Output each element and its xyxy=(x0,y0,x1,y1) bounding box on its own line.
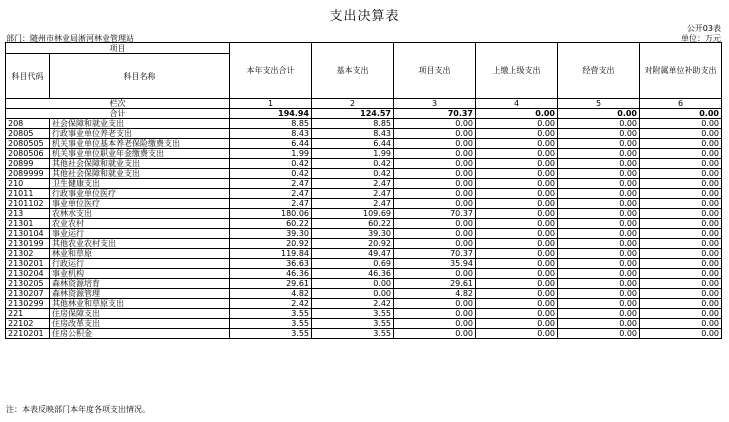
rank-cell: 6 xyxy=(640,99,722,109)
subject-name: 行政运行 xyxy=(50,259,230,269)
amount-cell: 0.00 xyxy=(640,219,722,229)
amount-cell: 0.00 xyxy=(558,219,640,229)
amount-cell: 2.47 xyxy=(312,189,394,199)
amount-cell: 0.00 xyxy=(476,309,558,319)
amount-cell: 0.00 xyxy=(476,209,558,219)
subject-code: 2130201 xyxy=(6,259,50,269)
amount-cell: 0.00 xyxy=(476,229,558,239)
amount-cell: 0.00 xyxy=(394,159,476,169)
amount-cell: 0.00 xyxy=(394,199,476,209)
amount-cell: 0.00 xyxy=(558,149,640,159)
subject-name: 森林资源管理 xyxy=(50,289,230,299)
amount-cell: 0.00 xyxy=(394,139,476,149)
amount-cell: 0.00 xyxy=(640,129,722,139)
amount-cell: 29.61 xyxy=(230,279,312,289)
subject-name: 住房保障支出 xyxy=(50,309,230,319)
header-ranks: 栏次 xyxy=(6,99,230,109)
total-value: 0.00 xyxy=(558,109,640,119)
subject-name: 事业机构 xyxy=(50,269,230,279)
subject-code: 21302 xyxy=(6,249,50,259)
amount-cell: 0.00 xyxy=(476,189,558,199)
amount-cell: 0.00 xyxy=(394,149,476,159)
amount-cell: 0.00 xyxy=(558,209,640,219)
table-row xyxy=(6,319,722,329)
header-total: 本年支出合计 xyxy=(230,43,312,99)
subject-code: 22102 xyxy=(6,319,50,329)
subject-code: 2130205 xyxy=(6,279,50,289)
subject-code: 21011 xyxy=(6,189,50,199)
amount-cell: 0.00 xyxy=(640,249,722,259)
subject-code: 210 xyxy=(6,179,50,189)
amount-cell: 0.00 xyxy=(558,159,640,169)
subject-name: 机关事业单位职业年金缴费支出 xyxy=(50,149,230,159)
table-row xyxy=(6,219,722,229)
amount-cell: 0.00 xyxy=(394,179,476,189)
total-value: 70.37 xyxy=(394,109,476,119)
subject-code: 208 xyxy=(6,119,50,129)
amount-cell: 0.00 xyxy=(476,129,558,139)
department-label: 部门：随州市林业局淅河林业管理站 xyxy=(6,34,134,43)
amount-cell: 3.55 xyxy=(230,319,312,329)
subject-name: 卫生健康支出 xyxy=(50,179,230,189)
table-row xyxy=(6,199,722,209)
amount-cell: 70.37 xyxy=(394,249,476,259)
amount-cell: 2.47 xyxy=(230,189,312,199)
amount-cell: 0.00 xyxy=(558,229,640,239)
header-project: 项目 xyxy=(6,43,230,54)
amount-cell: 1.99 xyxy=(312,149,394,159)
amount-cell: 0.00 xyxy=(640,239,722,249)
subject-name: 其他社会保障和就业支出 xyxy=(50,159,230,169)
amount-cell: 0.00 xyxy=(558,289,640,299)
subject-name: 林业和草原 xyxy=(50,249,230,259)
header-business: 经营支出 xyxy=(558,43,640,99)
subject-code: 213 xyxy=(6,209,50,219)
footnote: 注：本表反映部门本年度各项支出情况。 xyxy=(6,405,150,414)
amount-cell: 0.00 xyxy=(640,119,722,129)
amount-cell: 35.94 xyxy=(394,259,476,269)
amount-cell: 0.00 xyxy=(476,289,558,299)
rank-cell: 1 xyxy=(230,99,312,109)
amount-cell: 39.30 xyxy=(312,229,394,239)
table-row xyxy=(6,269,722,279)
amount-cell: 0.00 xyxy=(640,169,722,179)
amount-cell: 0.00 xyxy=(394,329,476,339)
header-subsidy: 对附属单位补助支出 xyxy=(640,43,722,99)
amount-cell: 0.00 xyxy=(640,189,722,199)
amount-cell: 3.55 xyxy=(230,309,312,319)
amount-cell: 3.55 xyxy=(312,309,394,319)
amount-cell: 3.55 xyxy=(312,329,394,339)
amount-cell: 46.36 xyxy=(312,269,394,279)
amount-cell: 8.85 xyxy=(230,119,312,129)
amount-cell: 0.00 xyxy=(558,139,640,149)
subject-code: 2130207 xyxy=(6,289,50,299)
subject-name: 机关事业单位基本养老保险缴费支出 xyxy=(50,139,230,149)
total-value: 194.94 xyxy=(230,109,312,119)
amount-cell: 0.00 xyxy=(558,279,640,289)
amount-cell: 0.00 xyxy=(558,259,640,269)
amount-cell: 0.00 xyxy=(558,249,640,259)
rank-cell: 5 xyxy=(558,99,640,109)
amount-cell: 0.00 xyxy=(476,329,558,339)
subject-code: 2130199 xyxy=(6,239,50,249)
expenditure-table xyxy=(5,42,722,339)
amount-cell: 0.00 xyxy=(640,299,722,309)
amount-cell: 0.00 xyxy=(476,249,558,259)
header-name: 科目名称 xyxy=(50,54,230,99)
amount-cell: 2.47 xyxy=(230,179,312,189)
table-row xyxy=(6,149,722,159)
subject-name: 其他社会保障和就业支出 xyxy=(50,169,230,179)
amount-cell: 0.00 xyxy=(558,169,640,179)
amount-cell: 49.47 xyxy=(312,249,394,259)
subject-code: 20899 xyxy=(6,159,50,169)
amount-cell: 3.55 xyxy=(312,319,394,329)
amount-cell: 6.44 xyxy=(230,139,312,149)
subject-name: 农业农村 xyxy=(50,219,230,229)
amount-cell: 0.00 xyxy=(558,199,640,209)
total-row xyxy=(6,109,722,119)
amount-cell: 3.55 xyxy=(230,329,312,339)
header-project-expenditure: 项目支出 xyxy=(394,43,476,99)
amount-cell: 180.06 xyxy=(230,209,312,219)
amount-cell: 0.00 xyxy=(476,319,558,329)
table-row xyxy=(6,139,722,149)
amount-cell: 8.43 xyxy=(230,129,312,139)
amount-cell: 0.00 xyxy=(476,139,558,149)
table-row xyxy=(6,279,722,289)
subject-code: 21301 xyxy=(6,219,50,229)
amount-cell: 0.00 xyxy=(312,289,394,299)
amount-cell: 20.92 xyxy=(312,239,394,249)
amount-cell: 0.00 xyxy=(640,229,722,239)
amount-cell: 0.00 xyxy=(558,299,640,309)
amount-cell: 0.00 xyxy=(558,179,640,189)
amount-cell: 0.00 xyxy=(640,159,722,169)
total-value: 124.57 xyxy=(312,109,394,119)
amount-cell: 0.00 xyxy=(394,119,476,129)
amount-cell: 119.84 xyxy=(230,249,312,259)
amount-cell: 0.00 xyxy=(640,139,722,149)
amount-cell: 2.47 xyxy=(312,199,394,209)
amount-cell: 0.00 xyxy=(394,269,476,279)
amount-cell: 1.99 xyxy=(230,149,312,159)
rank-cell: 2 xyxy=(312,99,394,109)
amount-cell: 2.42 xyxy=(312,299,394,309)
subject-code: 2080506 xyxy=(6,149,50,159)
amount-cell: 0.00 xyxy=(640,309,722,319)
form-number: 公开03表 xyxy=(686,24,721,33)
table-row xyxy=(6,179,722,189)
amount-cell: 8.85 xyxy=(312,119,394,129)
amount-cell: 0.00 xyxy=(558,309,640,319)
table-row xyxy=(6,259,722,269)
total-value: 0.00 xyxy=(640,109,722,119)
amount-cell: 2.42 xyxy=(230,299,312,309)
subject-name: 农林水支出 xyxy=(50,209,230,219)
table-row xyxy=(6,119,722,129)
table-row xyxy=(6,189,722,199)
amount-cell: 0.00 xyxy=(394,299,476,309)
amount-cell: 0.00 xyxy=(558,319,640,329)
amount-cell: 0.00 xyxy=(476,159,558,169)
amount-cell: 0.42 xyxy=(230,159,312,169)
subject-code: 221 xyxy=(6,309,50,319)
amount-cell: 0.00 xyxy=(640,149,722,159)
amount-cell: 2.47 xyxy=(312,179,394,189)
table-row xyxy=(6,239,722,249)
header-upper: 上缴上级支出 xyxy=(476,43,558,99)
header-basic: 基本支出 xyxy=(312,43,394,99)
amount-cell: 0.00 xyxy=(640,179,722,189)
amount-cell: 60.22 xyxy=(312,219,394,229)
rank-cell: 4 xyxy=(476,99,558,109)
amount-cell: 0.00 xyxy=(640,279,722,289)
table-row xyxy=(6,309,722,319)
subject-code: 2101102 xyxy=(6,199,50,209)
table-row xyxy=(6,159,722,169)
subject-code: 2080505 xyxy=(6,139,50,149)
amount-cell: 0.42 xyxy=(312,159,394,169)
subject-code: 2130299 xyxy=(6,299,50,309)
subject-name: 住房改革支出 xyxy=(50,319,230,329)
page-title: 支出决算表 xyxy=(329,9,400,24)
amount-cell: 2.47 xyxy=(230,199,312,209)
subject-name: 住房公积金 xyxy=(50,329,230,339)
subject-name: 事业运行 xyxy=(50,229,230,239)
amount-cell: 0.00 xyxy=(476,199,558,209)
amount-cell: 0.00 xyxy=(476,179,558,189)
amount-cell: 0.00 xyxy=(640,259,722,269)
amount-cell: 39.30 xyxy=(230,229,312,239)
amount-cell: 0.00 xyxy=(476,219,558,229)
amount-cell: 0.00 xyxy=(476,279,558,289)
subject-code: 20805 xyxy=(6,129,50,139)
subject-code: 2130104 xyxy=(6,229,50,239)
amount-cell: 0.00 xyxy=(476,239,558,249)
amount-cell: 29.61 xyxy=(394,279,476,289)
amount-cell: 0.00 xyxy=(558,329,640,339)
amount-cell: 36.63 xyxy=(230,259,312,269)
subject-code: 2089999 xyxy=(6,169,50,179)
table-row xyxy=(6,249,722,259)
table-row xyxy=(6,329,722,339)
subject-name: 行政事业单位养老支出 xyxy=(50,129,230,139)
amount-cell: 0.00 xyxy=(312,279,394,289)
amount-cell: 46.36 xyxy=(230,269,312,279)
amount-cell: 0.00 xyxy=(394,219,476,229)
amount-cell: 0.00 xyxy=(476,149,558,159)
amount-cell: 0.42 xyxy=(312,169,394,179)
amount-cell: 0.00 xyxy=(476,269,558,279)
amount-cell: 0.69 xyxy=(312,259,394,269)
amount-cell: 0.00 xyxy=(558,119,640,129)
rank-cell: 3 xyxy=(394,99,476,109)
amount-cell: 0.42 xyxy=(230,169,312,179)
amount-cell: 0.00 xyxy=(476,299,558,309)
unit-label: 单位：万元 xyxy=(681,34,721,43)
header-code: 科目代码 xyxy=(6,54,50,99)
subject-name: 事业单位医疗 xyxy=(50,199,230,209)
amount-cell: 0.00 xyxy=(558,269,640,279)
table-row xyxy=(6,169,722,179)
subject-name: 森林资源培育 xyxy=(50,279,230,289)
amount-cell: 4.82 xyxy=(230,289,312,299)
amount-cell: 0.00 xyxy=(640,269,722,279)
amount-cell: 0.00 xyxy=(394,319,476,329)
table-row xyxy=(6,129,722,139)
amount-cell: 0.00 xyxy=(640,319,722,329)
total-label: 合计 xyxy=(6,109,230,119)
amount-cell: 20.92 xyxy=(230,239,312,249)
amount-cell: 0.00 xyxy=(640,209,722,219)
table-row xyxy=(6,299,722,309)
amount-cell: 109.69 xyxy=(312,209,394,219)
amount-cell: 8.43 xyxy=(312,129,394,139)
amount-cell: 6.44 xyxy=(312,139,394,149)
amount-cell: 0.00 xyxy=(394,169,476,179)
amount-cell: 0.00 xyxy=(558,239,640,249)
amount-cell: 70.37 xyxy=(394,209,476,219)
table-row xyxy=(6,209,722,219)
amount-cell: 0.00 xyxy=(558,189,640,199)
subject-name: 社会保障和就业支出 xyxy=(50,119,230,129)
table-row xyxy=(6,229,722,239)
amount-cell: 0.00 xyxy=(394,309,476,319)
amount-cell: 0.00 xyxy=(394,229,476,239)
total-value: 0.00 xyxy=(476,109,558,119)
subject-code: 2210201 xyxy=(6,329,50,339)
subject-name: 其他林业和草原支出 xyxy=(50,299,230,309)
subject-name: 其他农业农村支出 xyxy=(50,239,230,249)
amount-cell: 0.00 xyxy=(476,259,558,269)
subject-name: 行政事业单位医疗 xyxy=(50,189,230,199)
subject-code: 2130204 xyxy=(6,269,50,279)
amount-cell: 0.00 xyxy=(394,189,476,199)
amount-cell: 60.22 xyxy=(230,219,312,229)
amount-cell: 4.82 xyxy=(394,289,476,299)
amount-cell: 0.00 xyxy=(640,329,722,339)
amount-cell: 0.00 xyxy=(394,239,476,249)
table-row xyxy=(6,289,722,299)
amount-cell: 0.00 xyxy=(394,129,476,139)
amount-cell: 0.00 xyxy=(476,119,558,129)
amount-cell: 0.00 xyxy=(640,199,722,209)
amount-cell: 0.00 xyxy=(476,169,558,179)
amount-cell: 0.00 xyxy=(640,289,722,299)
amount-cell: 0.00 xyxy=(558,129,640,139)
